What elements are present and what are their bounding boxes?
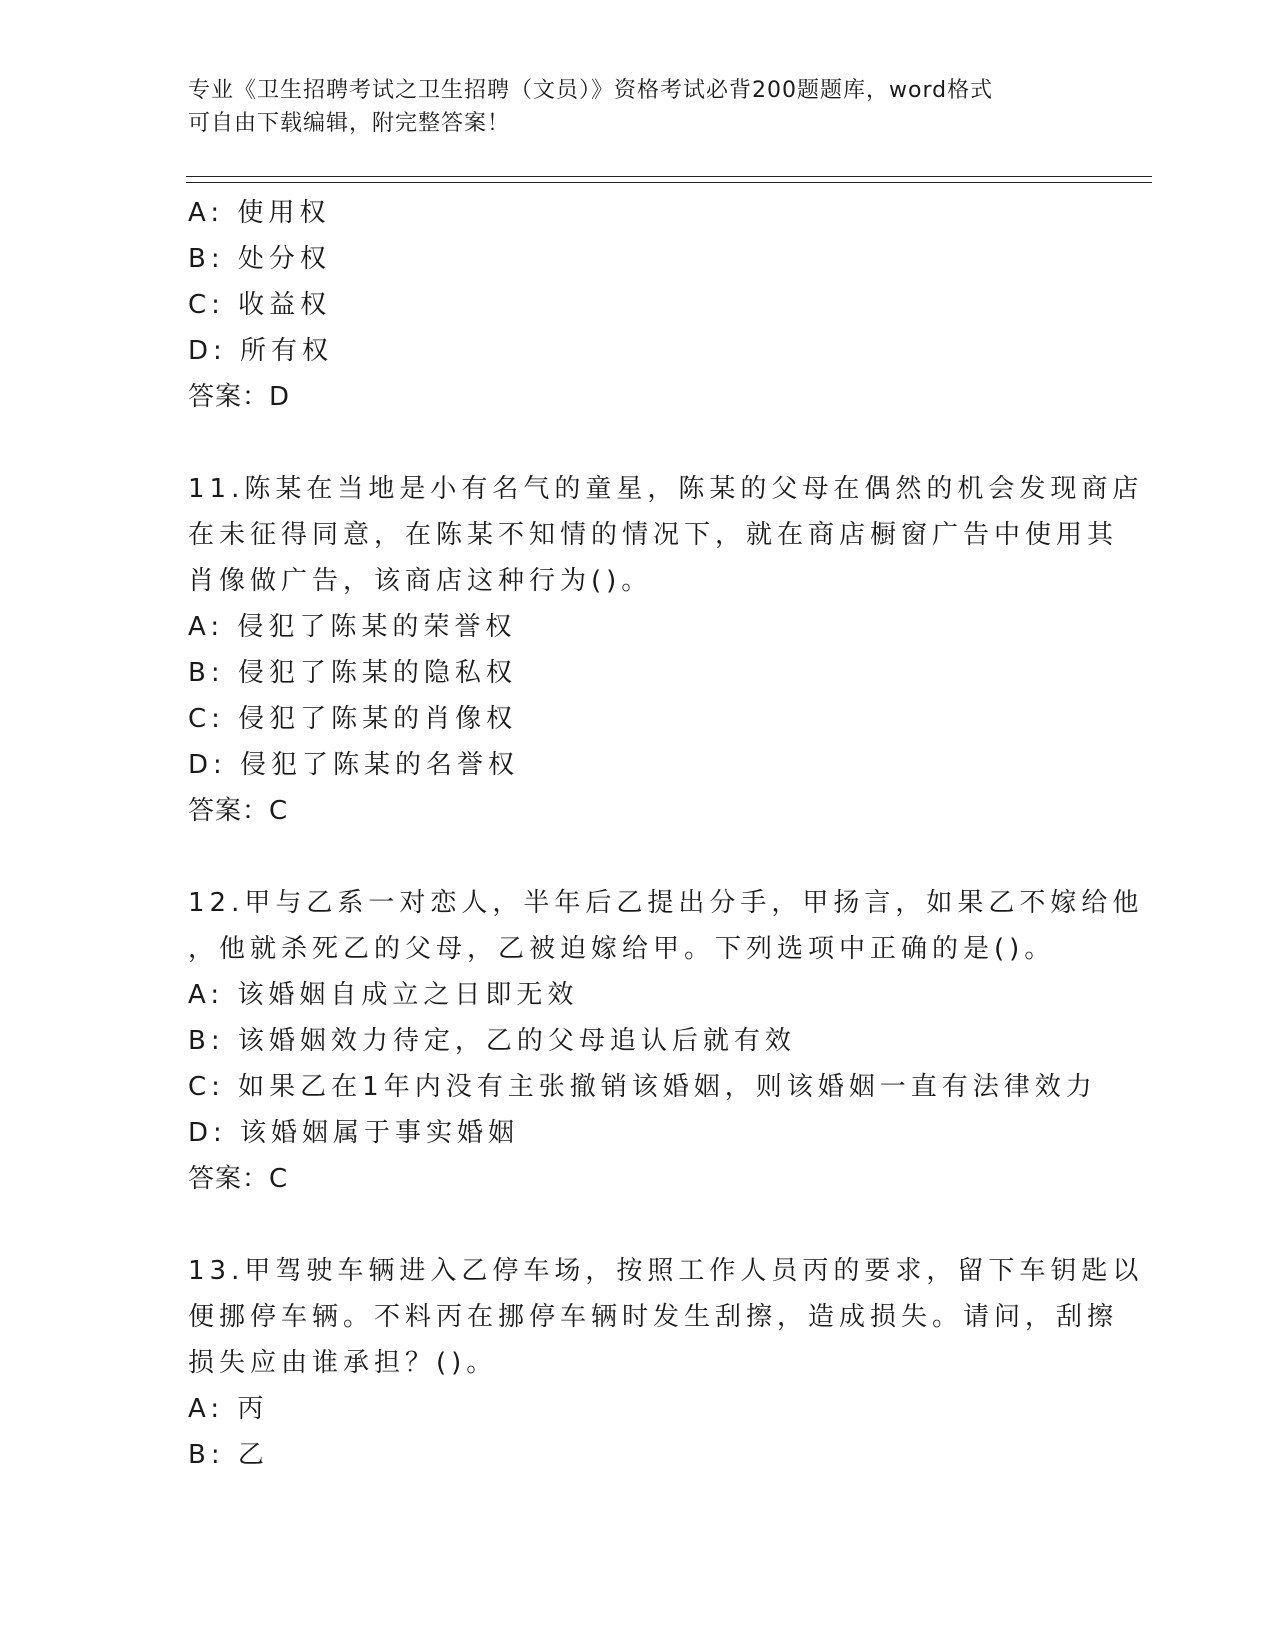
question-stem-line: 损失应由谁承担？()。 [188,1348,498,1378]
question-13 [188,1248,1144,1478]
document-header [188,74,1088,140]
spacer [188,834,1088,880]
header-line-1: 专业《卫生招聘考试之卫生招聘（文员）》资格考试必背200题题库，word格式 [188,78,994,103]
option-a: A: 使用权 [188,198,331,228]
option-b: B: 处分权 [188,244,331,274]
answer: 答案：C [188,1164,289,1194]
option-c: C: 如果乙在1年内没有主张撤销该婚姻，则该婚姻一直有法律效力 [188,1072,1097,1102]
option-d: D: 侵犯了陈某的名誉权 [188,750,520,780]
question-stem-line: 11.陈某在当地是小有名气的童星，陈某的父母在偶然的机会发现商店 [188,474,1144,504]
question-11 [188,466,1144,834]
header-rule-top [186,176,1152,177]
option-c: C: 收益权 [188,290,332,320]
answer: 答案：D [188,382,291,412]
question-content [188,190,1144,1478]
spacer [188,420,1088,466]
question-12 [188,880,1144,1202]
answer: 答案：C [188,796,289,826]
option-d: D: 所有权 [188,336,334,366]
option-c: C: 侵犯了陈某的肖像权 [188,704,518,734]
option-a: A: 侵犯了陈某的荣誉权 [188,612,517,642]
question-10-tail [188,190,1088,420]
option-b: B: 该婚姻效力待定，乙的父母追认后就有效 [188,1026,796,1056]
option-b: B: 侵犯了陈某的隐私权 [188,658,517,688]
question-stem-line: 肖像做广告，该商店这种行为()。 [188,566,653,596]
header-rule-bottom [186,182,1152,183]
option-a: A: 丙 [188,1394,269,1424]
header-line-2: 可自由下载编辑，附完整答案！ [188,111,511,136]
spacer [188,1202,1088,1248]
question-stem-line: ，他就杀死乙的父母，乙被迫嫁给甲。下列选项中正确的是()。 [188,934,1056,964]
option-a: A: 该婚姻自成立之日即无效 [188,980,579,1010]
option-d: D: 该婚姻属于事实婚姻 [188,1118,520,1148]
question-stem-line: 便挪停车辆。不料丙在挪停车辆时发生刮擦，造成损失。请问，刮擦 [188,1302,1119,1332]
question-stem-line: 13.甲驾驶车辆进入乙停车场，按照工作人员丙的要求，留下车钥匙以 [188,1256,1144,1286]
option-b: B: 乙 [188,1440,269,1470]
question-stem-line: 12.甲与乙系一对恋人，半年后乙提出分手，甲扬言，如果乙不嫁给他 [188,888,1144,918]
question-stem-line: 在未征得同意，在陈某不知情的情况下，就在商店橱窗广告中使用其 [188,520,1119,550]
